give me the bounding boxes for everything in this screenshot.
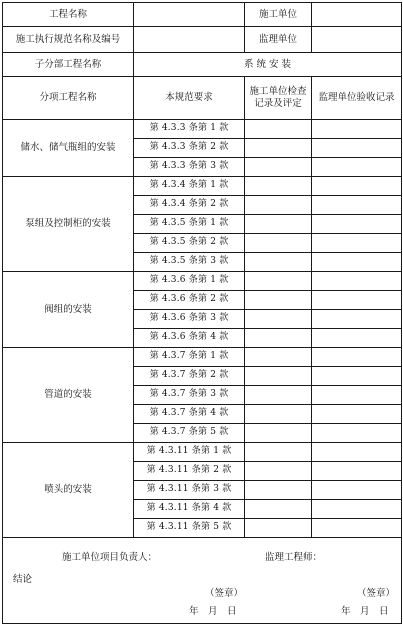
construction-check-cell[interactable] bbox=[245, 234, 312, 253]
supervision-unit-value[interactable] bbox=[312, 27, 402, 53]
column-header-supervision-acceptance: 监理单位验收记录 bbox=[312, 77, 402, 120]
row-column-headers bbox=[3, 77, 402, 120]
construction-unit-label: 施工单位 bbox=[245, 3, 312, 27]
supervision-acceptance-cell[interactable] bbox=[312, 519, 402, 538]
supervision-acceptance-cell[interactable] bbox=[312, 443, 402, 462]
item-name-cell: 管道的安装 bbox=[3, 348, 134, 443]
clause-cell: 第 4.3.3 条第 2 款 bbox=[134, 139, 245, 158]
supervision-acceptance-cell[interactable] bbox=[312, 329, 402, 348]
supervision-acceptance-cell[interactable] bbox=[312, 386, 402, 405]
clause-cell: 第 4.3.4 条第 1 款 bbox=[134, 177, 245, 196]
row-project-name bbox=[3, 3, 402, 27]
supervision-acceptance-cell[interactable] bbox=[312, 367, 402, 386]
project-name-value[interactable] bbox=[134, 3, 245, 27]
clause-cell: 第 4.3.7 条第 4 款 bbox=[134, 405, 245, 424]
subsection-name-value: 系 统 安 装 bbox=[134, 53, 402, 77]
supervision-acceptance-cell[interactable] bbox=[312, 348, 402, 367]
row-subsection bbox=[3, 53, 402, 77]
construction-unit-value[interactable] bbox=[312, 3, 402, 27]
clause-cell: 第 4.3.5 条第 1 款 bbox=[134, 215, 245, 234]
signature-right: （签章） bbox=[357, 588, 396, 599]
supervision-acceptance-cell[interactable] bbox=[312, 158, 402, 177]
supervision-acceptance-cell[interactable] bbox=[312, 120, 402, 139]
supervision-acceptance-cell[interactable] bbox=[312, 405, 402, 424]
construction-check-cell[interactable] bbox=[245, 177, 312, 196]
signature-left: （签章） bbox=[205, 588, 244, 599]
table-row bbox=[3, 272, 402, 291]
supervisor-label: 监理工程师： bbox=[265, 552, 323, 563]
spec-name-label: 施工执行规范名称及编号 bbox=[3, 27, 134, 53]
construction-check-cell[interactable] bbox=[245, 158, 312, 177]
construction-check-cell[interactable] bbox=[245, 367, 312, 386]
construction-check-cell[interactable] bbox=[245, 386, 312, 405]
item-name-cell: 喷头的安装 bbox=[3, 443, 134, 538]
column-header-item-name: 分项工程名称 bbox=[3, 77, 134, 120]
clause-cell: 第 4.3.3 条第 3 款 bbox=[134, 158, 245, 177]
supervision-acceptance-cell[interactable] bbox=[312, 272, 402, 291]
supervision-acceptance-cell[interactable] bbox=[312, 291, 402, 310]
row-conclusion bbox=[3, 538, 402, 624]
conclusion-cell bbox=[3, 538, 402, 624]
clause-cell: 第 4.3.7 条第 2 款 bbox=[134, 367, 245, 386]
construction-check-cell[interactable] bbox=[245, 443, 312, 462]
acceptance-form-table bbox=[2, 2, 402, 624]
clause-cell: 第 4.3.4 条第 2 款 bbox=[134, 196, 245, 215]
construction-check-cell[interactable] bbox=[245, 424, 312, 443]
table-row bbox=[3, 348, 402, 367]
construction-check-cell[interactable] bbox=[245, 272, 312, 291]
supervision-acceptance-cell[interactable] bbox=[312, 196, 402, 215]
item-name-cell: 储水、储气瓶组的安装 bbox=[3, 120, 134, 177]
supervision-acceptance-cell[interactable] bbox=[312, 424, 402, 443]
construction-check-cell[interactable] bbox=[245, 462, 312, 481]
clause-cell: 第 4.3.3 条第 1 款 bbox=[134, 120, 245, 139]
construction-check-cell[interactable] bbox=[245, 481, 312, 500]
column-header-spec-requirement: 本规范要求 bbox=[134, 77, 245, 120]
table-row bbox=[3, 443, 402, 462]
clause-cell: 第 4.3.11 条第 1 款 bbox=[134, 443, 245, 462]
construction-manager-label: 施工单位项目负责人： bbox=[62, 552, 158, 563]
supervision-acceptance-cell[interactable] bbox=[312, 500, 402, 519]
clause-cell: 第 4.3.7 条第 5 款 bbox=[134, 424, 245, 443]
construction-check-cell[interactable] bbox=[245, 139, 312, 158]
construction-check-cell[interactable] bbox=[245, 348, 312, 367]
construction-check-cell[interactable] bbox=[245, 291, 312, 310]
clause-cell: 第 4.3.5 条第 3 款 bbox=[134, 253, 245, 272]
supervision-acceptance-cell[interactable] bbox=[312, 215, 402, 234]
construction-check-cell[interactable] bbox=[245, 196, 312, 215]
subsection-name-label: 子分部工程名称 bbox=[3, 53, 134, 77]
clause-cell: 第 4.3.11 条第 4 款 bbox=[134, 500, 245, 519]
supervision-acceptance-cell[interactable] bbox=[312, 253, 402, 272]
supervision-unit-label: 监理单位 bbox=[245, 27, 312, 53]
supervision-acceptance-cell[interactable] bbox=[312, 234, 402, 253]
clause-cell: 第 4.3.6 条第 1 款 bbox=[134, 272, 245, 291]
date-right: 年 月 日 bbox=[341, 606, 389, 617]
table-row bbox=[3, 177, 402, 196]
date-left: 年 月 日 bbox=[189, 606, 237, 617]
item-name-cell: 阀组的安装 bbox=[3, 272, 134, 348]
clause-cell: 第 4.3.6 条第 4 款 bbox=[134, 329, 245, 348]
construction-check-cell[interactable] bbox=[245, 253, 312, 272]
clause-cell: 第 4.3.5 条第 2 款 bbox=[134, 234, 245, 253]
supervision-acceptance-cell[interactable] bbox=[312, 462, 402, 481]
conclusion-label: 结论 bbox=[13, 574, 33, 585]
clause-cell: 第 4.3.7 条第 3 款 bbox=[134, 386, 245, 405]
clause-cell: 第 4.3.6 条第 3 款 bbox=[134, 310, 245, 329]
construction-check-cell[interactable] bbox=[245, 405, 312, 424]
construction-check-cell[interactable] bbox=[245, 519, 312, 538]
supervision-acceptance-cell[interactable] bbox=[312, 481, 402, 500]
project-name-label: 工程名称 bbox=[3, 3, 134, 27]
supervision-acceptance-cell[interactable] bbox=[312, 177, 402, 196]
row-spec-name bbox=[3, 27, 402, 53]
construction-check-cell[interactable] bbox=[245, 120, 312, 139]
construction-check-cell[interactable] bbox=[245, 310, 312, 329]
clause-cell: 第 4.3.11 条第 5 款 bbox=[134, 519, 245, 538]
construction-check-cell[interactable] bbox=[245, 500, 312, 519]
spec-name-value[interactable] bbox=[134, 27, 245, 53]
supervision-acceptance-cell[interactable] bbox=[312, 310, 402, 329]
supervision-acceptance-cell[interactable] bbox=[312, 139, 402, 158]
clause-cell: 第 4.3.7 条第 1 款 bbox=[134, 348, 245, 367]
clause-cell: 第 4.3.6 条第 2 款 bbox=[134, 291, 245, 310]
clause-cell: 第 4.3.11 条第 3 款 bbox=[134, 481, 245, 500]
column-header-construction-check: 施工单位检查记录及评定 bbox=[245, 77, 312, 120]
construction-check-cell[interactable] bbox=[245, 329, 312, 348]
construction-check-cell[interactable] bbox=[245, 215, 312, 234]
clause-cell: 第 4.3.11 条第 2 款 bbox=[134, 462, 245, 481]
table-row bbox=[3, 120, 402, 139]
conclusion-box bbox=[5, 538, 399, 623]
item-name-cell: 泵组及控制柜的安装 bbox=[3, 177, 134, 272]
